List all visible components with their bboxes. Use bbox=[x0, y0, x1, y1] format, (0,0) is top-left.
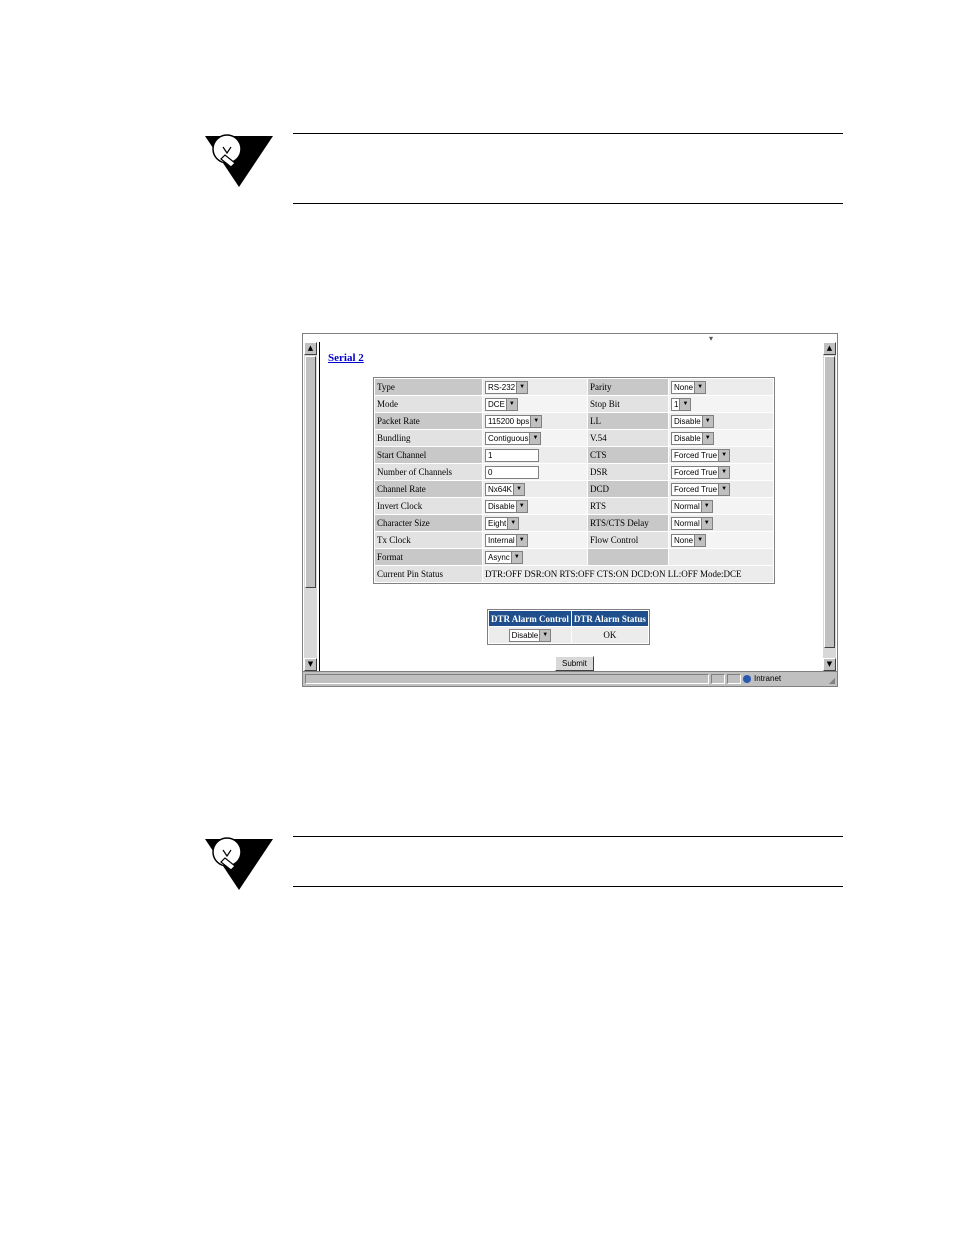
dropdown-select[interactable]: Disable ▼ bbox=[671, 415, 714, 428]
lightbulb-note-icon bbox=[205, 133, 275, 189]
table-row bbox=[375, 464, 773, 480]
table-row bbox=[375, 430, 773, 446]
table-row bbox=[375, 549, 773, 565]
chevron-down-icon[interactable]: ▼ bbox=[516, 501, 527, 512]
field-label: V.54 bbox=[588, 430, 668, 446]
resize-mark-icon: ▾ bbox=[709, 334, 714, 343]
dtr-alarm-table bbox=[487, 609, 650, 645]
dropdown-select[interactable]: Internal ▼ bbox=[485, 534, 528, 547]
field-label: Start Channel bbox=[375, 447, 482, 463]
chevron-down-icon[interactable]: ▼ bbox=[539, 630, 550, 641]
browser-window bbox=[302, 333, 838, 687]
pin-status-value: DTR:OFF DSR:ON RTS:OFF CTS:ON DCD:ON LL:OFF Mode:DCE bbox=[483, 566, 773, 582]
dtr-alarm-control-select[interactable]: Disable ▼ bbox=[509, 629, 552, 642]
chevron-down-icon[interactable]: ▼ bbox=[701, 501, 712, 512]
note-block-1 bbox=[205, 133, 845, 205]
dtr-alarm-status-header: DTR Alarm Status bbox=[572, 611, 648, 626]
field-value bbox=[669, 549, 773, 565]
chevron-down-icon[interactable]: ▼ bbox=[718, 467, 729, 478]
dropdown-select[interactable]: DCE ▼ bbox=[485, 398, 518, 411]
field-label: Bundling bbox=[375, 430, 482, 446]
table-row bbox=[375, 498, 773, 514]
dropdown-select[interactable]: Nx64K ▼ bbox=[485, 483, 525, 496]
chevron-down-icon[interactable]: ▼ bbox=[513, 484, 524, 495]
chevron-down-icon[interactable]: ▼ bbox=[507, 518, 518, 529]
table-row bbox=[375, 532, 773, 548]
dropdown-select[interactable]: Contiguous ▼ bbox=[485, 432, 541, 445]
arrow-up-icon[interactable]: ▲ bbox=[304, 342, 317, 355]
chevron-down-icon[interactable]: ▼ bbox=[516, 382, 527, 393]
text-input[interactable]: 1 bbox=[485, 449, 539, 462]
chevron-down-icon[interactable]: ▼ bbox=[718, 484, 729, 495]
note-top-rule bbox=[293, 836, 843, 837]
table-row bbox=[375, 379, 773, 395]
dropdown-select[interactable]: Forced True ▼ bbox=[671, 466, 730, 479]
arrow-down-icon[interactable]: ▼ bbox=[823, 658, 836, 671]
field-label: Type bbox=[375, 379, 482, 395]
field-label: Packet Rate bbox=[375, 413, 482, 429]
zone-indicator: Intranet bbox=[743, 673, 781, 685]
field-value bbox=[483, 447, 587, 463]
field-value bbox=[669, 515, 773, 531]
submit-button[interactable]: Submit bbox=[555, 656, 594, 671]
pin-status-label: Current Pin Status bbox=[375, 566, 482, 582]
note-bottom-rule bbox=[293, 203, 843, 204]
dropdown-select[interactable]: Normal ▼ bbox=[671, 517, 713, 530]
window-top-edge bbox=[303, 334, 837, 341]
field-value bbox=[669, 481, 773, 497]
chevron-down-icon[interactable]: ▼ bbox=[529, 433, 540, 444]
dropdown-select[interactable]: None ▼ bbox=[671, 534, 706, 547]
status-pane bbox=[727, 674, 741, 684]
field-value bbox=[483, 430, 587, 446]
chevron-down-icon[interactable]: ▼ bbox=[701, 518, 712, 529]
dropdown-select[interactable]: Disable ▼ bbox=[671, 432, 714, 445]
left-scroll-thumb[interactable] bbox=[305, 356, 316, 588]
serial-config-table bbox=[373, 377, 775, 584]
field-value bbox=[669, 464, 773, 480]
field-label: CTS bbox=[588, 447, 668, 463]
dropdown-select[interactable]: Normal ▼ bbox=[671, 500, 713, 513]
field-value bbox=[669, 532, 773, 548]
intranet-icon bbox=[743, 675, 751, 683]
arrow-up-icon[interactable]: ▲ bbox=[823, 342, 836, 355]
field-value bbox=[669, 396, 773, 412]
chevron-down-icon[interactable]: ▼ bbox=[702, 416, 713, 427]
field-value bbox=[483, 498, 587, 514]
field-value bbox=[483, 481, 587, 497]
left-scrollbar[interactable] bbox=[304, 342, 317, 671]
field-value bbox=[483, 549, 587, 565]
field-label: Format bbox=[375, 549, 482, 565]
page-title-link[interactable]: Serial 2 bbox=[328, 352, 364, 364]
dtr-alarm-control-cell bbox=[489, 627, 571, 643]
right-scrollbar[interactable] bbox=[823, 342, 836, 671]
field-value bbox=[483, 464, 587, 480]
table-row bbox=[375, 447, 773, 463]
field-label: DCD bbox=[588, 481, 668, 497]
status-pane bbox=[305, 674, 709, 684]
field-label: RTS bbox=[588, 498, 668, 514]
field-label: DSR bbox=[588, 464, 668, 480]
table-row bbox=[375, 515, 773, 531]
chevron-down-icon[interactable]: ▼ bbox=[702, 433, 713, 444]
field-label: Parity bbox=[588, 379, 668, 395]
chevron-down-icon[interactable]: ▼ bbox=[516, 535, 527, 546]
field-label: Number of Channels bbox=[375, 464, 482, 480]
table-row bbox=[375, 396, 773, 412]
page-content bbox=[319, 342, 824, 671]
table-row bbox=[375, 481, 773, 497]
chevron-down-icon[interactable]: ▼ bbox=[679, 399, 690, 410]
field-label: Invert Clock bbox=[375, 498, 482, 514]
field-value bbox=[669, 447, 773, 463]
dtr-alarm-status-value: OK bbox=[572, 627, 648, 643]
note-bottom-rule bbox=[293, 886, 843, 887]
dropdown-select[interactable]: 115200 bps ▼ bbox=[485, 415, 542, 428]
field-label: Character Size bbox=[375, 515, 482, 531]
resize-grip-icon[interactable]: ◢ bbox=[828, 676, 835, 685]
field-value bbox=[669, 379, 773, 395]
field-value bbox=[483, 413, 587, 429]
field-label: Mode bbox=[375, 396, 482, 412]
arrow-down-icon[interactable]: ▼ bbox=[304, 658, 317, 671]
status-bar bbox=[303, 671, 837, 686]
chevron-down-icon[interactable]: ▼ bbox=[694, 382, 705, 393]
dropdown-select[interactable]: 1 ▼ bbox=[671, 398, 691, 411]
lightbulb-note-icon bbox=[205, 836, 275, 892]
table-row bbox=[375, 413, 773, 429]
field-value bbox=[669, 413, 773, 429]
field-label: RTS/CTS Delay bbox=[588, 515, 668, 531]
chevron-down-icon[interactable]: ▼ bbox=[530, 416, 541, 427]
dropdown-select[interactable]: Async ▼ bbox=[485, 551, 523, 564]
field-value bbox=[483, 515, 587, 531]
pin-status-row bbox=[375, 566, 773, 582]
dropdown-select[interactable]: RS-232 ▼ bbox=[485, 381, 528, 394]
field-label: Flow Control bbox=[588, 532, 668, 548]
dropdown-select[interactable]: Eight ▼ bbox=[485, 517, 519, 530]
chevron-down-icon[interactable]: ▼ bbox=[718, 450, 729, 461]
chevron-down-icon[interactable]: ▼ bbox=[506, 399, 517, 410]
field-label: LL bbox=[588, 413, 668, 429]
field-value bbox=[483, 532, 587, 548]
field-label: Channel Rate bbox=[375, 481, 482, 497]
dropdown-select[interactable]: Forced True ▼ bbox=[671, 449, 730, 462]
chevron-down-icon[interactable]: ▼ bbox=[694, 535, 705, 546]
chevron-down-icon[interactable]: ▼ bbox=[511, 552, 522, 563]
text-input[interactable]: 0 bbox=[485, 466, 539, 479]
field-value bbox=[483, 379, 587, 395]
right-scroll-thumb[interactable] bbox=[824, 356, 835, 648]
field-value bbox=[669, 498, 773, 514]
dropdown-select[interactable]: Disable ▼ bbox=[485, 500, 528, 513]
field-label: Tx Clock bbox=[375, 532, 482, 548]
note-top-rule bbox=[293, 133, 843, 134]
note-block-2 bbox=[205, 836, 845, 890]
dropdown-select[interactable]: Forced True ▼ bbox=[671, 483, 730, 496]
field-label: Stop Bit bbox=[588, 396, 668, 412]
dtr-alarm-control-header: DTR Alarm Control bbox=[489, 611, 571, 626]
field-value bbox=[669, 430, 773, 446]
field-value bbox=[483, 396, 587, 412]
status-pane bbox=[711, 674, 725, 684]
field-label bbox=[588, 549, 668, 565]
dropdown-select[interactable]: None ▼ bbox=[671, 381, 706, 394]
